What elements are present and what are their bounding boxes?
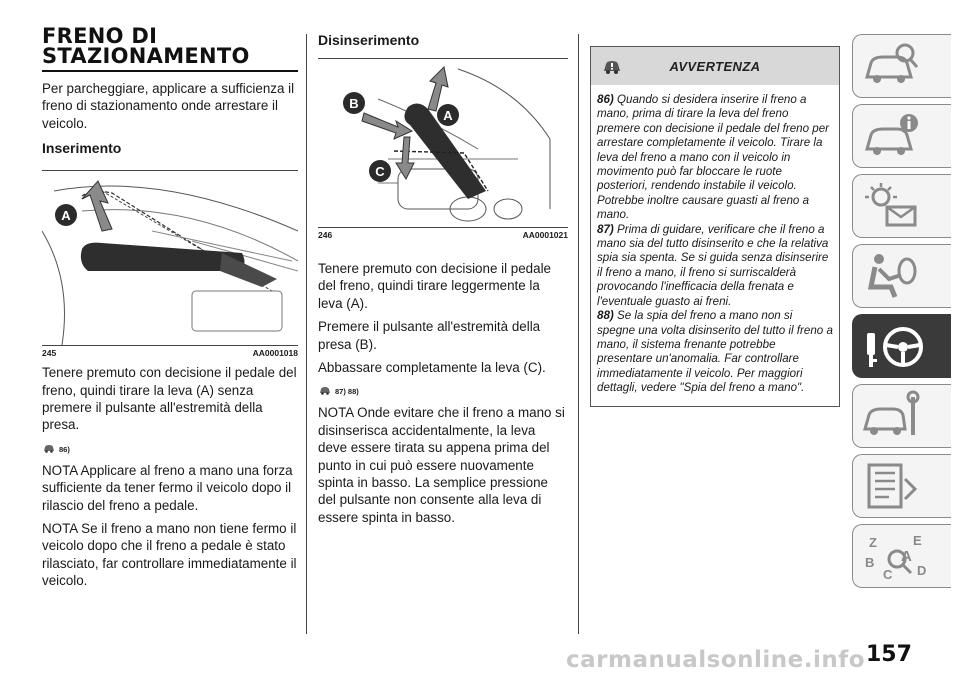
tab-safety[interactable] [852, 244, 951, 308]
tab-knowing-car[interactable] [852, 34, 951, 98]
figure-code: AA0001018 [252, 348, 298, 359]
svg-text:E: E [913, 533, 922, 548]
tab-emergency[interactable] [852, 384, 951, 448]
warning-lights-icon [861, 179, 921, 233]
column-middle [318, 26, 568, 532]
disengage-text-2: Premere il pulsante all'estremità della presa (B). [318, 319, 541, 352]
svg-text:A: A [901, 548, 912, 565]
page-number: 157 [866, 642, 912, 667]
watermark: carmanualsonline.info [566, 647, 866, 673]
car-wrench-icon [861, 389, 921, 443]
callout-a-label-2: A [443, 108, 453, 123]
tab-starting-driving[interactable] [852, 314, 951, 378]
tab-dashboard[interactable] [852, 104, 951, 168]
svg-text:Z: Z [869, 535, 877, 550]
column-divider-1 [306, 34, 307, 634]
svg-text:D: D [917, 563, 927, 578]
warning-box [590, 46, 840, 407]
warning-car-icon [42, 440, 56, 454]
svg-text:C: C [883, 567, 893, 582]
tab-index[interactable] [852, 524, 951, 588]
warning-car-icon-2 [318, 382, 332, 396]
tab-warning-lights[interactable] [852, 174, 951, 238]
callout-b-label: B [349, 96, 359, 111]
callout-c-label: C [375, 164, 385, 179]
column-right [590, 46, 838, 407]
alphabet-index-icon [861, 529, 931, 583]
figure-code-246: AA0001021 [522, 230, 568, 240]
warning-ref-86: 86) [42, 440, 298, 454]
warning-body [591, 85, 839, 406]
warning-car-icon-header [601, 56, 623, 76]
car-search-icon [861, 39, 921, 93]
page-title: FRENO DI STAZIONAMENTO [42, 24, 250, 68]
spec-list-icon [861, 459, 921, 513]
intro-text: Per parcheggiare, applicare a sufficienza il freno di stazionamento onde arrestare il veicolo. [42, 81, 295, 131]
warning-item-87: 87) Prima di guidare, verificare che il freno a mano sia del tutto disinserito e che la relativa spia sia spenta. Se si guida senza disinserire il freno a mano, il freno si surriscalderà provocando l'inefficacia della frenata e l'eventuale guasto ai freni. [597, 222, 829, 308]
disengage-text-1: Tenere premuto con decisione il pedale del freno, quindi tirare leggermente la leva (A). [318, 261, 551, 311]
figure-245 [42, 170, 298, 345]
figure-245-caption [42, 345, 298, 364]
tab-maintenance[interactable] [852, 454, 951, 518]
engage-note-2: NOTA Se il freno a mano non tiene fermo il veicolo dopo che il freno a pedale è stato rilasciato, far controllare immediatamente il veicolo. [42, 521, 297, 589]
disengage-text-3: Abbassare completamente la leva (C). [318, 360, 546, 376]
warning-item-86: 86) Quando si desidera inserire il freno a mano, prima di tirare la leva del freno premere con decisione il pedale del freno per arrestare completamente il veicolo. Tirare la leva del freno a mano con il veicolo in movimento può far bloccare le ruote posteriori, rendendo instabile il veicolo. Potrebbe inoltre causare guasti al freno a mano. [597, 93, 830, 222]
warning-header [591, 47, 839, 85]
title-rule [42, 70, 298, 72]
warning-ref-87-88: 87) 88) [318, 382, 568, 396]
steering-key-icon [861, 319, 931, 373]
airbag-seat-icon [861, 249, 921, 303]
chapter-tabs [852, 34, 952, 594]
car-info-icon [861, 109, 921, 163]
disengage-heading: Disinserimento [318, 32, 420, 48]
engage-note-1: NOTA Applicare al freno a mano una forza sufficiente da tener fermo il veicolo dopo il rilascio del freno a pedale. [42, 462, 293, 513]
svg-text:B: B [865, 555, 875, 570]
figure-number-246: 246 [318, 230, 333, 240]
column-divider-2 [578, 34, 579, 634]
figure-246-caption [318, 227, 568, 246]
engage-text: Tenere premuto con decisione il pedale del freno, quindi tirare la leva (A) senza premere il pulsante all'estremità della presa. [42, 365, 297, 433]
handbrake-disengage-illustration [318, 59, 568, 227]
handbrake-engage-illustration [42, 171, 298, 345]
callout-a-label: A [61, 208, 71, 224]
column-left [42, 26, 298, 596]
warning-item-88: 88) Se la spia del freno a mano non si spegne una volta disinserito del tutto il freno a mano, il sistema frenante potrebbe presentare un'anomalia. Far controllare immediatamente il veicolo. Per maggiori dettagli, vedere "Spia del freno a mano". [597, 309, 833, 395]
figure-number: 245 [42, 348, 57, 359]
figure-246 [318, 58, 568, 227]
engage-heading: Inserimento [42, 140, 122, 157]
warning-title: AVVERTENZA [669, 58, 761, 74]
disengage-note: NOTA Onde evitare che il freno a mano si disinserisca accidentalmente, la leva deve essere tirata su appena prima del punto in cui può essere nuovamente spinta in basso. La semplice pressione del pulsante non consente alla leva di essere spinta in basso. [318, 405, 565, 525]
